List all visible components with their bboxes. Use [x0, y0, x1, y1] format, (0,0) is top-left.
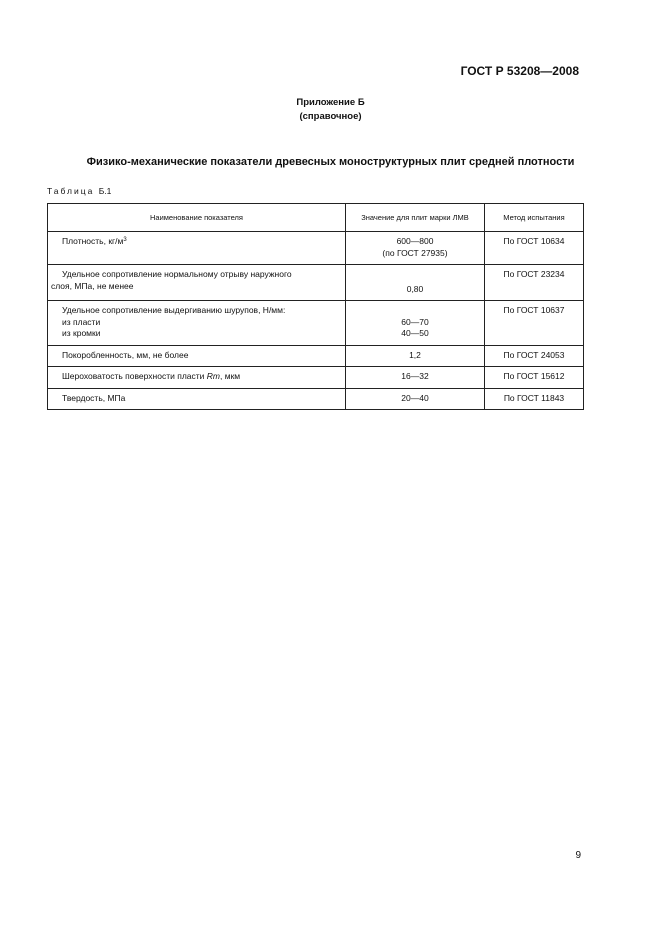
header-name: Наименование показателя	[48, 204, 346, 232]
standard-number: ГОСТ Р 53208—2008	[460, 64, 579, 78]
superscript: 3	[123, 237, 127, 243]
table-row	[48, 232, 584, 265]
cell-name: Плотность, $кг/м^3$	[48, 232, 346, 265]
table-row	[48, 367, 584, 389]
table-caption	[47, 186, 111, 196]
cell-value: 60—70 40—50	[346, 301, 485, 346]
cell-value: 600—800 (по ГОСТ 27935)	[346, 232, 485, 265]
cell-value: 20—40	[346, 388, 485, 410]
table-caption-prefix: Таблица	[47, 186, 95, 196]
cell-name: Покоробленность, мм, не более	[48, 345, 346, 367]
cell-method: По ГОСТ 11843	[485, 388, 584, 410]
cell-value: 0,80	[346, 265, 485, 301]
cell-value: 16—32	[346, 367, 485, 389]
page-number: 9	[575, 850, 581, 861]
annex-subtitle: (справочное)	[299, 111, 362, 122]
table-row	[48, 301, 584, 346]
cell-name: Удельное сопротивление нормальному отрыву наружного слоя, МПа, не менее	[48, 265, 346, 301]
cell-value: 1,2	[346, 345, 485, 367]
header-method: Метод испытания	[485, 204, 584, 232]
cell-name: Удельное сопротивление выдергиванию шурупов, Н/мм: из пласти из кромки	[48, 301, 346, 346]
cell-method: По ГОСТ 24053	[485, 345, 584, 367]
cell-name: Твердость, МПа	[48, 388, 346, 410]
properties-table	[47, 203, 584, 410]
table-row	[48, 265, 584, 301]
annex-heading	[0, 96, 661, 124]
table-row	[48, 388, 584, 410]
cell-name: Шероховатость поверхности пласти Rm, мкм	[48, 367, 346, 389]
document-title: Физико-механические показатели древесных моноструктурных плит средней плотности	[86, 156, 575, 168]
cell-method: По ГОСТ 23234	[485, 265, 584, 301]
cell-method: По ГОСТ 10637	[485, 301, 584, 346]
table-row	[48, 345, 584, 367]
cell-method: По ГОСТ 10634	[485, 232, 584, 265]
header-value: Значение для плит марки ЛМВ	[346, 204, 485, 232]
table-caption-number: Б.1	[98, 186, 112, 196]
table-header-row	[48, 204, 584, 232]
cell-method: По ГОСТ 15612	[485, 367, 584, 389]
annex-title: Приложение Б	[296, 97, 365, 108]
